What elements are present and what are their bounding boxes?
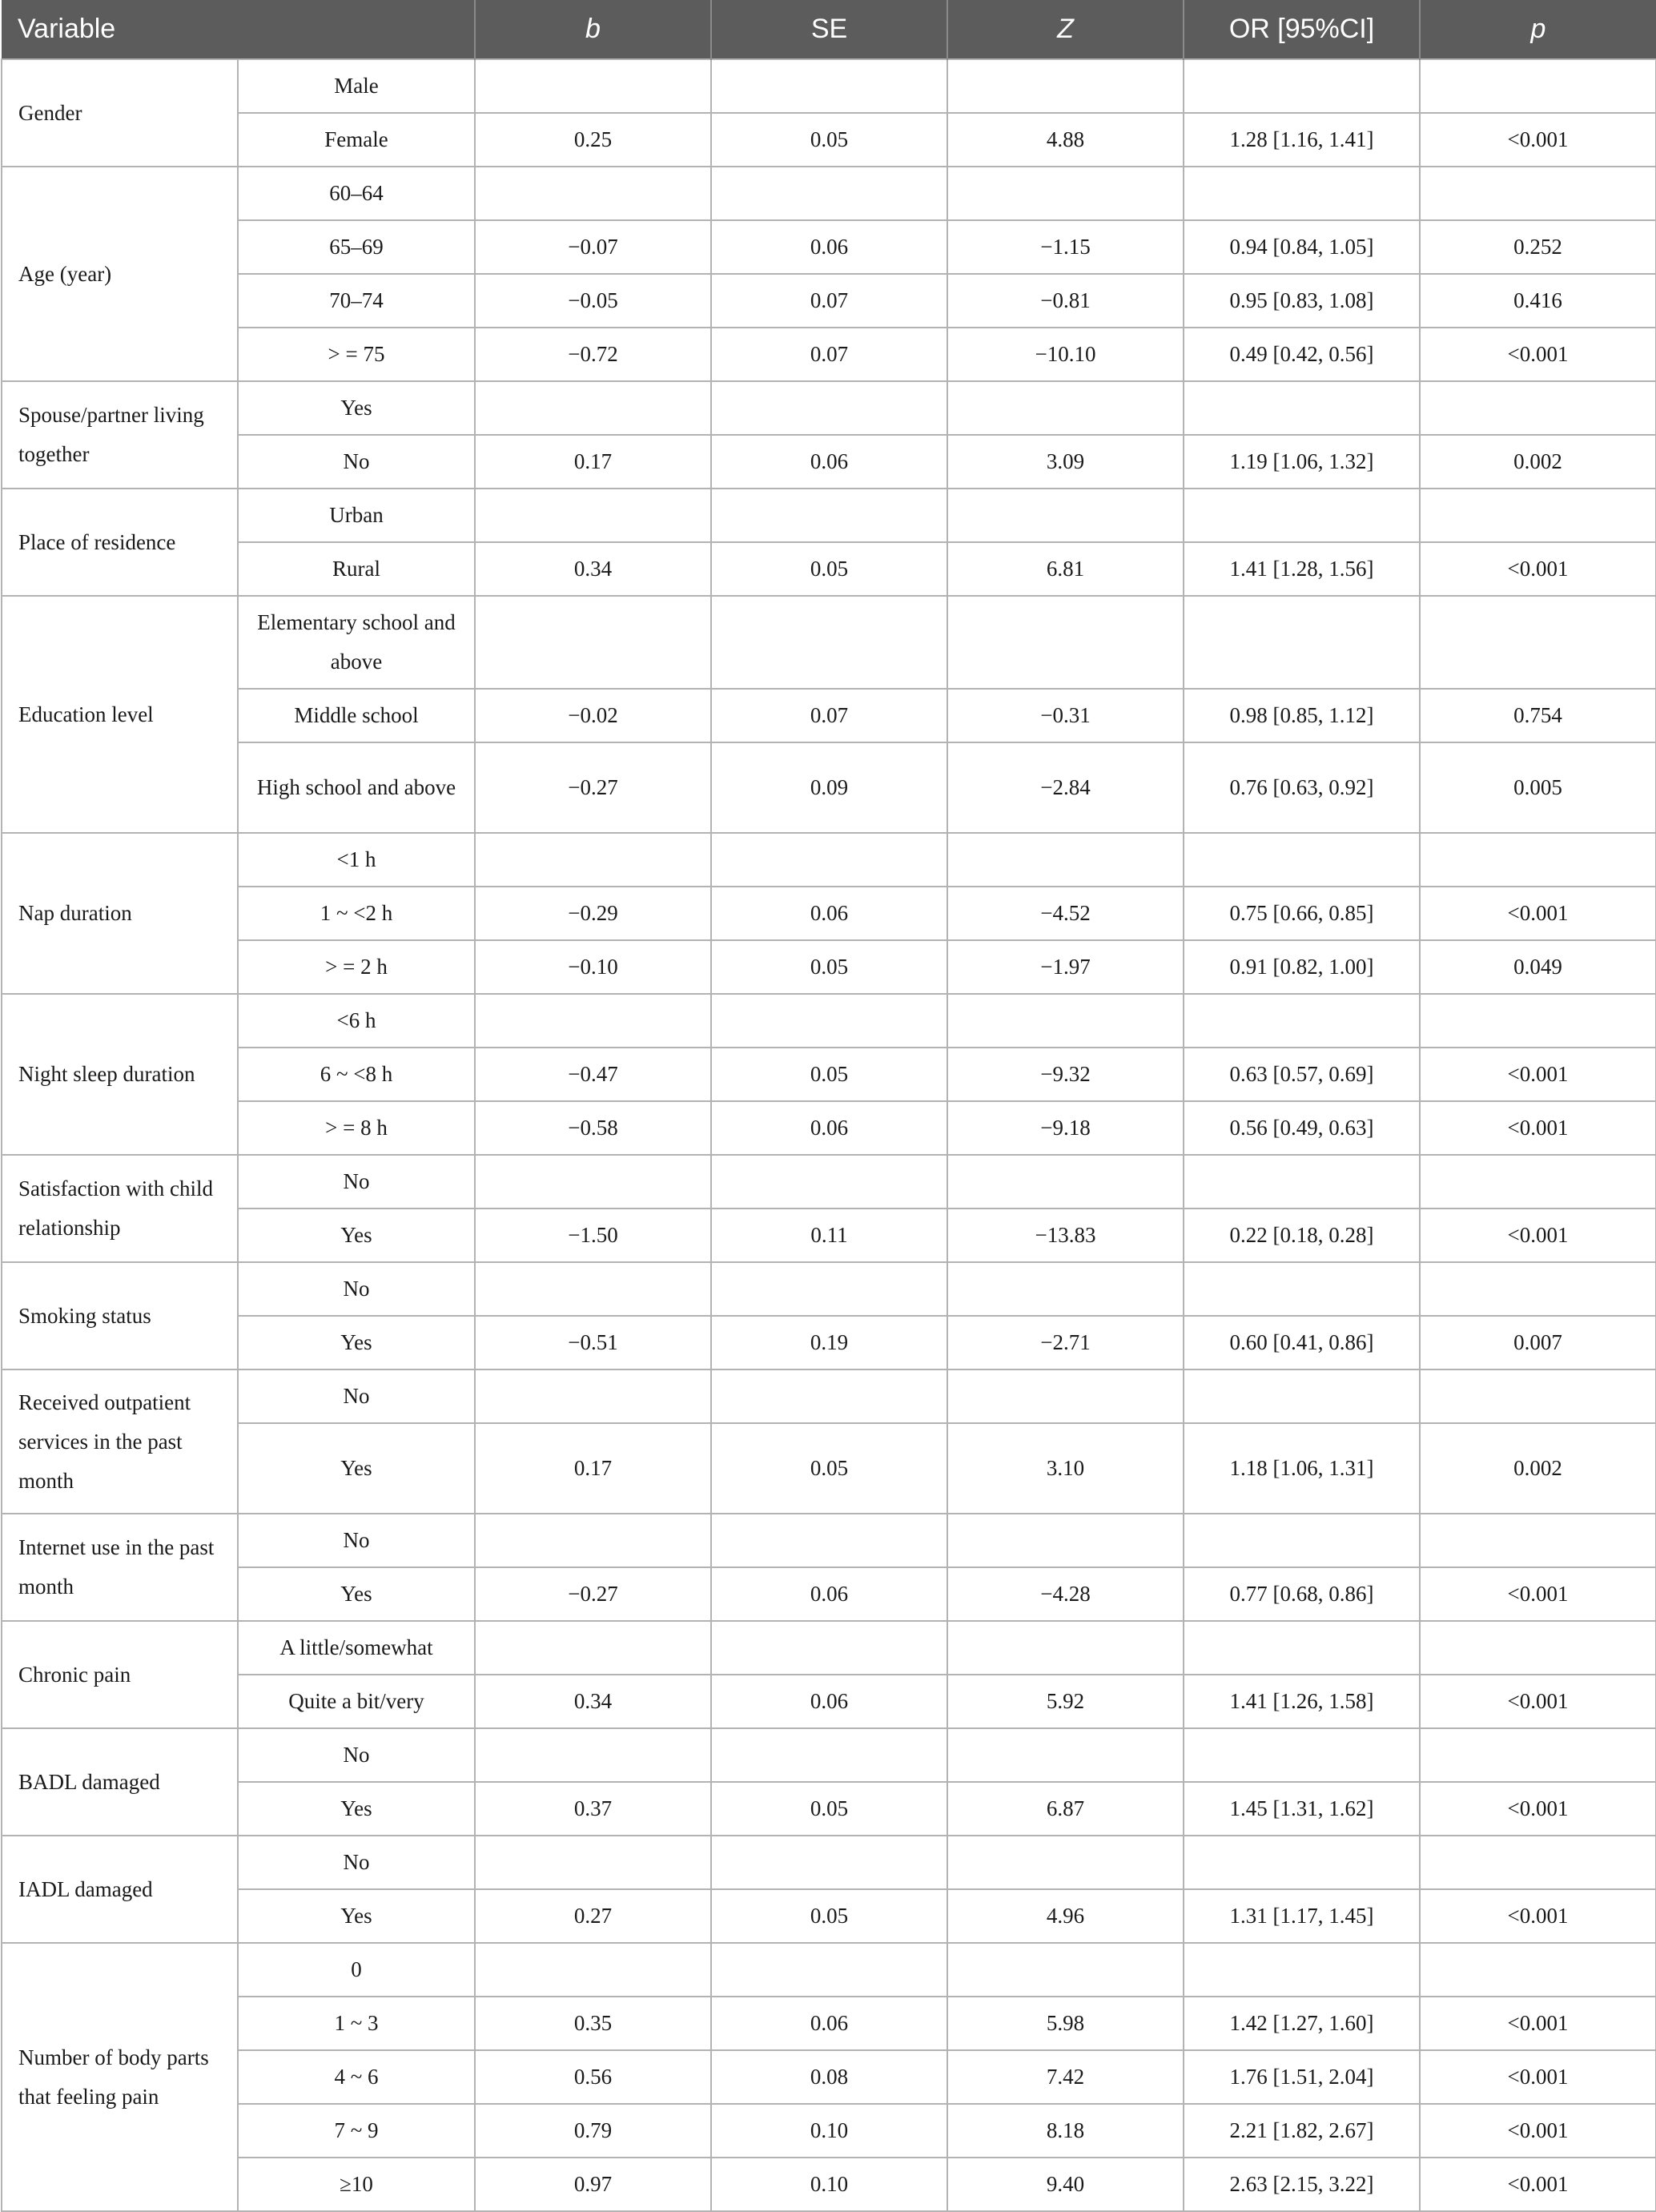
or-cell: 1.45 [1.31, 1.62]: [1184, 1782, 1420, 1836]
or-cell: 0.91 [0.82, 1.00]: [1184, 940, 1420, 994]
b-cell: 0.97: [475, 2158, 711, 2211]
se-cell: [711, 167, 947, 220]
variable-cell: Night sleep duration: [2, 994, 238, 1155]
table-row: [2, 59, 1656, 113]
b-cell: [475, 994, 711, 1048]
or-cell: [1184, 596, 1420, 689]
p-cell: <0.001: [1420, 113, 1656, 167]
p-cell: [1420, 1262, 1656, 1316]
p-cell: 0.416: [1420, 274, 1656, 328]
z-cell: [947, 1262, 1184, 1316]
level-cell: 65–69: [238, 220, 475, 274]
z-cell: 4.96: [947, 1889, 1184, 1943]
level-cell: No: [238, 435, 475, 489]
variable-cell: Place of residence: [2, 489, 238, 596]
se-cell: [711, 489, 947, 542]
se-cell: 0.07: [711, 689, 947, 742]
se-cell: [711, 381, 947, 435]
or-cell: 2.21 [1.82, 2.67]: [1184, 2104, 1420, 2158]
table-row: [2, 940, 1656, 994]
or-cell: 1.28 [1.16, 1.41]: [1184, 113, 1420, 167]
se-cell: 0.06: [711, 1675, 947, 1728]
table-row: [2, 1514, 1656, 1567]
se-cell: [711, 1514, 947, 1567]
z-cell: −0.81: [947, 274, 1184, 328]
se-cell: [711, 1943, 947, 1997]
table-row: [2, 1369, 1656, 1423]
b-cell: −0.27: [475, 1567, 711, 1621]
table-header: [2, 0, 1656, 59]
or-cell: 1.31 [1.17, 1.45]: [1184, 1889, 1420, 1943]
b-cell: −1.50: [475, 1209, 711, 1262]
or-cell: 0.22 [0.18, 0.28]: [1184, 1209, 1420, 1262]
b-cell: [475, 381, 711, 435]
se-cell: 0.05: [711, 542, 947, 596]
or-cell: 0.56 [0.49, 0.63]: [1184, 1101, 1420, 1155]
table-row: [2, 742, 1656, 833]
b-cell: 0.56: [475, 2050, 711, 2104]
p-cell: <0.001: [1420, 1209, 1656, 1262]
or-cell: 2.63 [2.15, 3.22]: [1184, 2158, 1420, 2211]
se-cell: 0.05: [711, 113, 947, 167]
z-cell: −2.84: [947, 742, 1184, 833]
level-cell: No: [238, 1836, 475, 1889]
se-cell: 0.09: [711, 742, 947, 833]
or-cell: [1184, 1621, 1420, 1675]
level-cell: 1 ~ 3: [238, 1997, 475, 2050]
z-cell: 8.18: [947, 2104, 1184, 2158]
variable-cell: Number of body parts that feeling pain: [2, 1943, 238, 2211]
se-cell: 0.10: [711, 2104, 947, 2158]
level-cell: 60–64: [238, 167, 475, 220]
or-cell: [1184, 1262, 1420, 1316]
level-cell: Urban: [238, 489, 475, 542]
or-cell: 1.42 [1.27, 1.60]: [1184, 1997, 1420, 2050]
p-cell: [1420, 1369, 1656, 1423]
p-cell: <0.001: [1420, 1048, 1656, 1101]
table-row: [2, 1621, 1656, 1675]
table-row: [2, 994, 1656, 1048]
header-se: SE: [711, 0, 947, 59]
z-cell: −13.83: [947, 1209, 1184, 1262]
table-row: [2, 1836, 1656, 1889]
z-cell: [947, 489, 1184, 542]
p-cell: <0.001: [1420, 2158, 1656, 2211]
p-cell: <0.001: [1420, 1782, 1656, 1836]
b-cell: 0.34: [475, 1675, 711, 1728]
level-cell: Male: [238, 59, 475, 113]
p-cell: [1420, 1514, 1656, 1567]
b-cell: [475, 1262, 711, 1316]
b-cell: −0.51: [475, 1316, 711, 1369]
p-cell: [1420, 489, 1656, 542]
variable-cell: Smoking status: [2, 1262, 238, 1369]
table-row: [2, 1567, 1656, 1621]
z-cell: [947, 1369, 1184, 1423]
se-cell: 0.06: [711, 220, 947, 274]
table-row: [2, 1155, 1656, 1209]
level-cell: 1 ~ <2 h: [238, 887, 475, 940]
z-cell: [947, 1621, 1184, 1675]
or-cell: [1184, 489, 1420, 542]
level-cell: 0: [238, 1943, 475, 1997]
header-variable: Variable: [2, 0, 475, 59]
z-cell: −1.97: [947, 940, 1184, 994]
table-row: [2, 2158, 1656, 2211]
z-cell: −9.18: [947, 1101, 1184, 1155]
or-cell: 1.19 [1.06, 1.32]: [1184, 435, 1420, 489]
z-cell: [947, 1943, 1184, 1997]
level-cell: No: [238, 1155, 475, 1209]
z-cell: [947, 994, 1184, 1048]
table-row: [2, 689, 1656, 742]
variable-cell: Spouse/partner living together: [2, 381, 238, 489]
p-cell: <0.001: [1420, 1997, 1656, 2050]
b-cell: [475, 833, 711, 887]
z-cell: 6.87: [947, 1782, 1184, 1836]
se-cell: 0.06: [711, 1567, 947, 1621]
table-row: [2, 1048, 1656, 1101]
p-cell: [1420, 1836, 1656, 1889]
or-cell: [1184, 1514, 1420, 1567]
or-cell: [1184, 1369, 1420, 1423]
table-row: [2, 167, 1656, 220]
b-cell: 0.79: [475, 2104, 711, 2158]
b-cell: −0.72: [475, 328, 711, 381]
table-row: [2, 833, 1656, 887]
b-cell: [475, 1728, 711, 1782]
p-cell: 0.754: [1420, 689, 1656, 742]
se-cell: 0.07: [711, 328, 947, 381]
level-cell: No: [238, 1369, 475, 1423]
p-cell: [1420, 1155, 1656, 1209]
variable-cell: Received outpatient services in the past month: [2, 1369, 238, 1514]
p-cell: [1420, 1728, 1656, 1782]
or-cell: 0.77 [0.68, 0.86]: [1184, 1567, 1420, 1621]
z-cell: [947, 59, 1184, 113]
se-cell: 0.05: [711, 940, 947, 994]
se-cell: 0.06: [711, 1997, 947, 2050]
table-row: [2, 1423, 1656, 1514]
level-cell: Yes: [238, 1209, 475, 1262]
p-cell: [1420, 833, 1656, 887]
p-cell: [1420, 596, 1656, 689]
p-cell: <0.001: [1420, 542, 1656, 596]
header-row: [2, 0, 1656, 59]
or-cell: 0.75 [0.66, 0.85]: [1184, 887, 1420, 940]
p-cell: <0.001: [1420, 328, 1656, 381]
or-cell: [1184, 167, 1420, 220]
variable-cell: BADL damaged: [2, 1728, 238, 1836]
se-cell: [711, 1728, 947, 1782]
table-row: [2, 1889, 1656, 1943]
or-cell: 1.41 [1.26, 1.58]: [1184, 1675, 1420, 1728]
p-cell: <0.001: [1420, 887, 1656, 940]
b-cell: 0.37: [475, 1782, 711, 1836]
se-cell: 0.08: [711, 2050, 947, 2104]
z-cell: 9.40: [947, 2158, 1184, 2211]
z-cell: 4.88: [947, 113, 1184, 167]
p-cell: [1420, 994, 1656, 1048]
z-cell: −4.28: [947, 1567, 1184, 1621]
se-cell: 0.10: [711, 2158, 947, 2211]
table-row: [2, 1101, 1656, 1155]
z-cell: [947, 833, 1184, 887]
variable-cell: Age (year): [2, 167, 238, 381]
variable-cell: Nap duration: [2, 833, 238, 994]
or-cell: 0.60 [0.41, 0.86]: [1184, 1316, 1420, 1369]
se-cell: [711, 59, 947, 113]
p-cell: 0.007: [1420, 1316, 1656, 1369]
level-cell: Quite a bit/very: [238, 1675, 475, 1728]
z-cell: [947, 1836, 1184, 1889]
level-cell: 4 ~ 6: [238, 2050, 475, 2104]
p-cell: 0.049: [1420, 940, 1656, 994]
b-cell: −0.47: [475, 1048, 711, 1101]
or-cell: 0.63 [0.57, 0.69]: [1184, 1048, 1420, 1101]
level-cell: Middle school: [238, 689, 475, 742]
table-row: [2, 328, 1656, 381]
variable-cell: IADL damaged: [2, 1836, 238, 1943]
or-cell: [1184, 833, 1420, 887]
table-row: [2, 1728, 1656, 1782]
level-cell: No: [238, 1262, 475, 1316]
regression-table: [1, 0, 1656, 2212]
z-cell: −9.32: [947, 1048, 1184, 1101]
table-row: [2, 1316, 1656, 1369]
z-cell: [947, 167, 1184, 220]
table-row: [2, 2050, 1656, 2104]
b-cell: −0.58: [475, 1101, 711, 1155]
p-cell: <0.001: [1420, 2104, 1656, 2158]
variable-cell: Internet use in the past month: [2, 1514, 238, 1621]
table-row: [2, 1782, 1656, 1836]
p-cell: <0.001: [1420, 1675, 1656, 1728]
p-cell: 0.002: [1420, 1423, 1656, 1514]
level-cell: Yes: [238, 1567, 475, 1621]
table-row: [2, 1997, 1656, 2050]
se-cell: 0.05: [711, 1048, 947, 1101]
or-cell: 1.41 [1.28, 1.56]: [1184, 542, 1420, 596]
b-cell: 0.17: [475, 1423, 711, 1514]
b-cell: −0.02: [475, 689, 711, 742]
se-cell: [711, 1262, 947, 1316]
table-row: [2, 1209, 1656, 1262]
b-cell: −0.10: [475, 940, 711, 994]
or-cell: 0.95 [0.83, 1.08]: [1184, 274, 1420, 328]
z-cell: 3.10: [947, 1423, 1184, 1514]
se-cell: [711, 833, 947, 887]
b-cell: [475, 1621, 711, 1675]
b-cell: 0.27: [475, 1889, 711, 1943]
z-cell: 7.42: [947, 2050, 1184, 2104]
level-cell: 6 ~ <8 h: [238, 1048, 475, 1101]
z-cell: −1.15: [947, 220, 1184, 274]
or-cell: [1184, 994, 1420, 1048]
table-row: [2, 1262, 1656, 1316]
header-p: p: [1420, 0, 1656, 59]
z-cell: [947, 1728, 1184, 1782]
level-cell: Yes: [238, 1316, 475, 1369]
or-cell: 0.49 [0.42, 0.56]: [1184, 328, 1420, 381]
p-cell: [1420, 1943, 1656, 1997]
b-cell: 0.25: [475, 113, 711, 167]
p-cell: <0.001: [1420, 2050, 1656, 2104]
variable-cell: Satisfaction with child relationship: [2, 1155, 238, 1262]
se-cell: 0.11: [711, 1209, 947, 1262]
p-cell: 0.002: [1420, 435, 1656, 489]
table-body: [2, 59, 1656, 2211]
level-cell: > = 2 h: [238, 940, 475, 994]
b-cell: [475, 596, 711, 689]
table-row: [2, 220, 1656, 274]
level-cell: Yes: [238, 1423, 475, 1514]
b-cell: [475, 1369, 711, 1423]
table-row: [2, 887, 1656, 940]
level-cell: A little/somewhat: [238, 1621, 475, 1675]
b-cell: [475, 1836, 711, 1889]
z-cell: −0.31: [947, 689, 1184, 742]
level-cell: <1 h: [238, 833, 475, 887]
b-cell: [475, 167, 711, 220]
level-cell: > = 8 h: [238, 1101, 475, 1155]
se-cell: 0.06: [711, 887, 947, 940]
level-cell: Rural: [238, 542, 475, 596]
or-cell: [1184, 1728, 1420, 1782]
z-cell: [947, 381, 1184, 435]
p-cell: [1420, 167, 1656, 220]
se-cell: [711, 1836, 947, 1889]
z-cell: −4.52: [947, 887, 1184, 940]
b-cell: 0.34: [475, 542, 711, 596]
level-cell: 70–74: [238, 274, 475, 328]
header-or: OR [95%CI]: [1184, 0, 1420, 59]
level-cell: 7 ~ 9: [238, 2104, 475, 2158]
z-cell: 6.81: [947, 542, 1184, 596]
p-cell: <0.001: [1420, 1101, 1656, 1155]
b-cell: −0.29: [475, 887, 711, 940]
p-cell: <0.001: [1420, 1567, 1656, 1621]
b-cell: −0.07: [475, 220, 711, 274]
level-cell: No: [238, 1728, 475, 1782]
b-cell: [475, 1943, 711, 1997]
or-cell: [1184, 1943, 1420, 1997]
se-cell: 0.05: [711, 1782, 947, 1836]
p-cell: [1420, 59, 1656, 113]
table-row: [2, 1675, 1656, 1728]
se-cell: 0.19: [711, 1316, 947, 1369]
se-cell: 0.05: [711, 1889, 947, 1943]
se-cell: 0.06: [711, 435, 947, 489]
or-cell: [1184, 381, 1420, 435]
level-cell: Female: [238, 113, 475, 167]
or-cell: [1184, 1836, 1420, 1889]
z-cell: [947, 1514, 1184, 1567]
p-cell: <0.001: [1420, 1889, 1656, 1943]
variable-cell: Education level: [2, 596, 238, 833]
table-row: [2, 435, 1656, 489]
b-cell: [475, 1155, 711, 1209]
level-cell: Yes: [238, 381, 475, 435]
table-row: [2, 542, 1656, 596]
or-cell: [1184, 59, 1420, 113]
level-cell: Yes: [238, 1782, 475, 1836]
variable-cell: Chronic pain: [2, 1621, 238, 1728]
or-cell: [1184, 1155, 1420, 1209]
z-cell: −2.71: [947, 1316, 1184, 1369]
se-cell: 0.06: [711, 1101, 947, 1155]
table-row: [2, 1943, 1656, 1997]
p-cell: 0.252: [1420, 220, 1656, 274]
header-z: Z: [947, 0, 1184, 59]
table-row: [2, 381, 1656, 435]
table-row: [2, 274, 1656, 328]
z-cell: 5.92: [947, 1675, 1184, 1728]
b-cell: [475, 1514, 711, 1567]
se-cell: 0.07: [711, 274, 947, 328]
p-cell: 0.005: [1420, 742, 1656, 833]
or-cell: 0.98 [0.85, 1.12]: [1184, 689, 1420, 742]
level-cell: No: [238, 1514, 475, 1567]
level-cell: High school and above: [238, 742, 475, 833]
table-row: [2, 2104, 1656, 2158]
z-cell: [947, 596, 1184, 689]
se-cell: 0.05: [711, 1423, 947, 1514]
level-cell: Yes: [238, 1889, 475, 1943]
level-cell: > = 75: [238, 328, 475, 381]
b-cell: −0.05: [475, 274, 711, 328]
se-cell: [711, 1621, 947, 1675]
p-cell: [1420, 1621, 1656, 1675]
z-cell: −10.10: [947, 328, 1184, 381]
or-cell: 1.76 [1.51, 2.04]: [1184, 2050, 1420, 2104]
z-cell: 3.09: [947, 435, 1184, 489]
z-cell: [947, 1155, 1184, 1209]
variable-cell: Gender: [2, 59, 238, 167]
header-b: b: [475, 0, 711, 59]
se-cell: [711, 994, 947, 1048]
level-cell: ≥10: [238, 2158, 475, 2211]
table-row: [2, 489, 1656, 542]
b-cell: 0.17: [475, 435, 711, 489]
p-cell: [1420, 381, 1656, 435]
or-cell: 1.18 [1.06, 1.31]: [1184, 1423, 1420, 1514]
or-cell: 0.76 [0.63, 0.92]: [1184, 742, 1420, 833]
level-cell: Elementary school and above: [238, 596, 475, 689]
table-row: [2, 113, 1656, 167]
se-cell: [711, 1369, 947, 1423]
b-cell: −0.27: [475, 742, 711, 833]
se-cell: [711, 1155, 947, 1209]
b-cell: [475, 59, 711, 113]
b-cell: [475, 489, 711, 542]
se-cell: [711, 596, 947, 689]
table-row: [2, 596, 1656, 689]
b-cell: 0.35: [475, 1997, 711, 2050]
z-cell: 5.98: [947, 1997, 1184, 2050]
or-cell: 0.94 [0.84, 1.05]: [1184, 220, 1420, 274]
level-cell: <6 h: [238, 994, 475, 1048]
